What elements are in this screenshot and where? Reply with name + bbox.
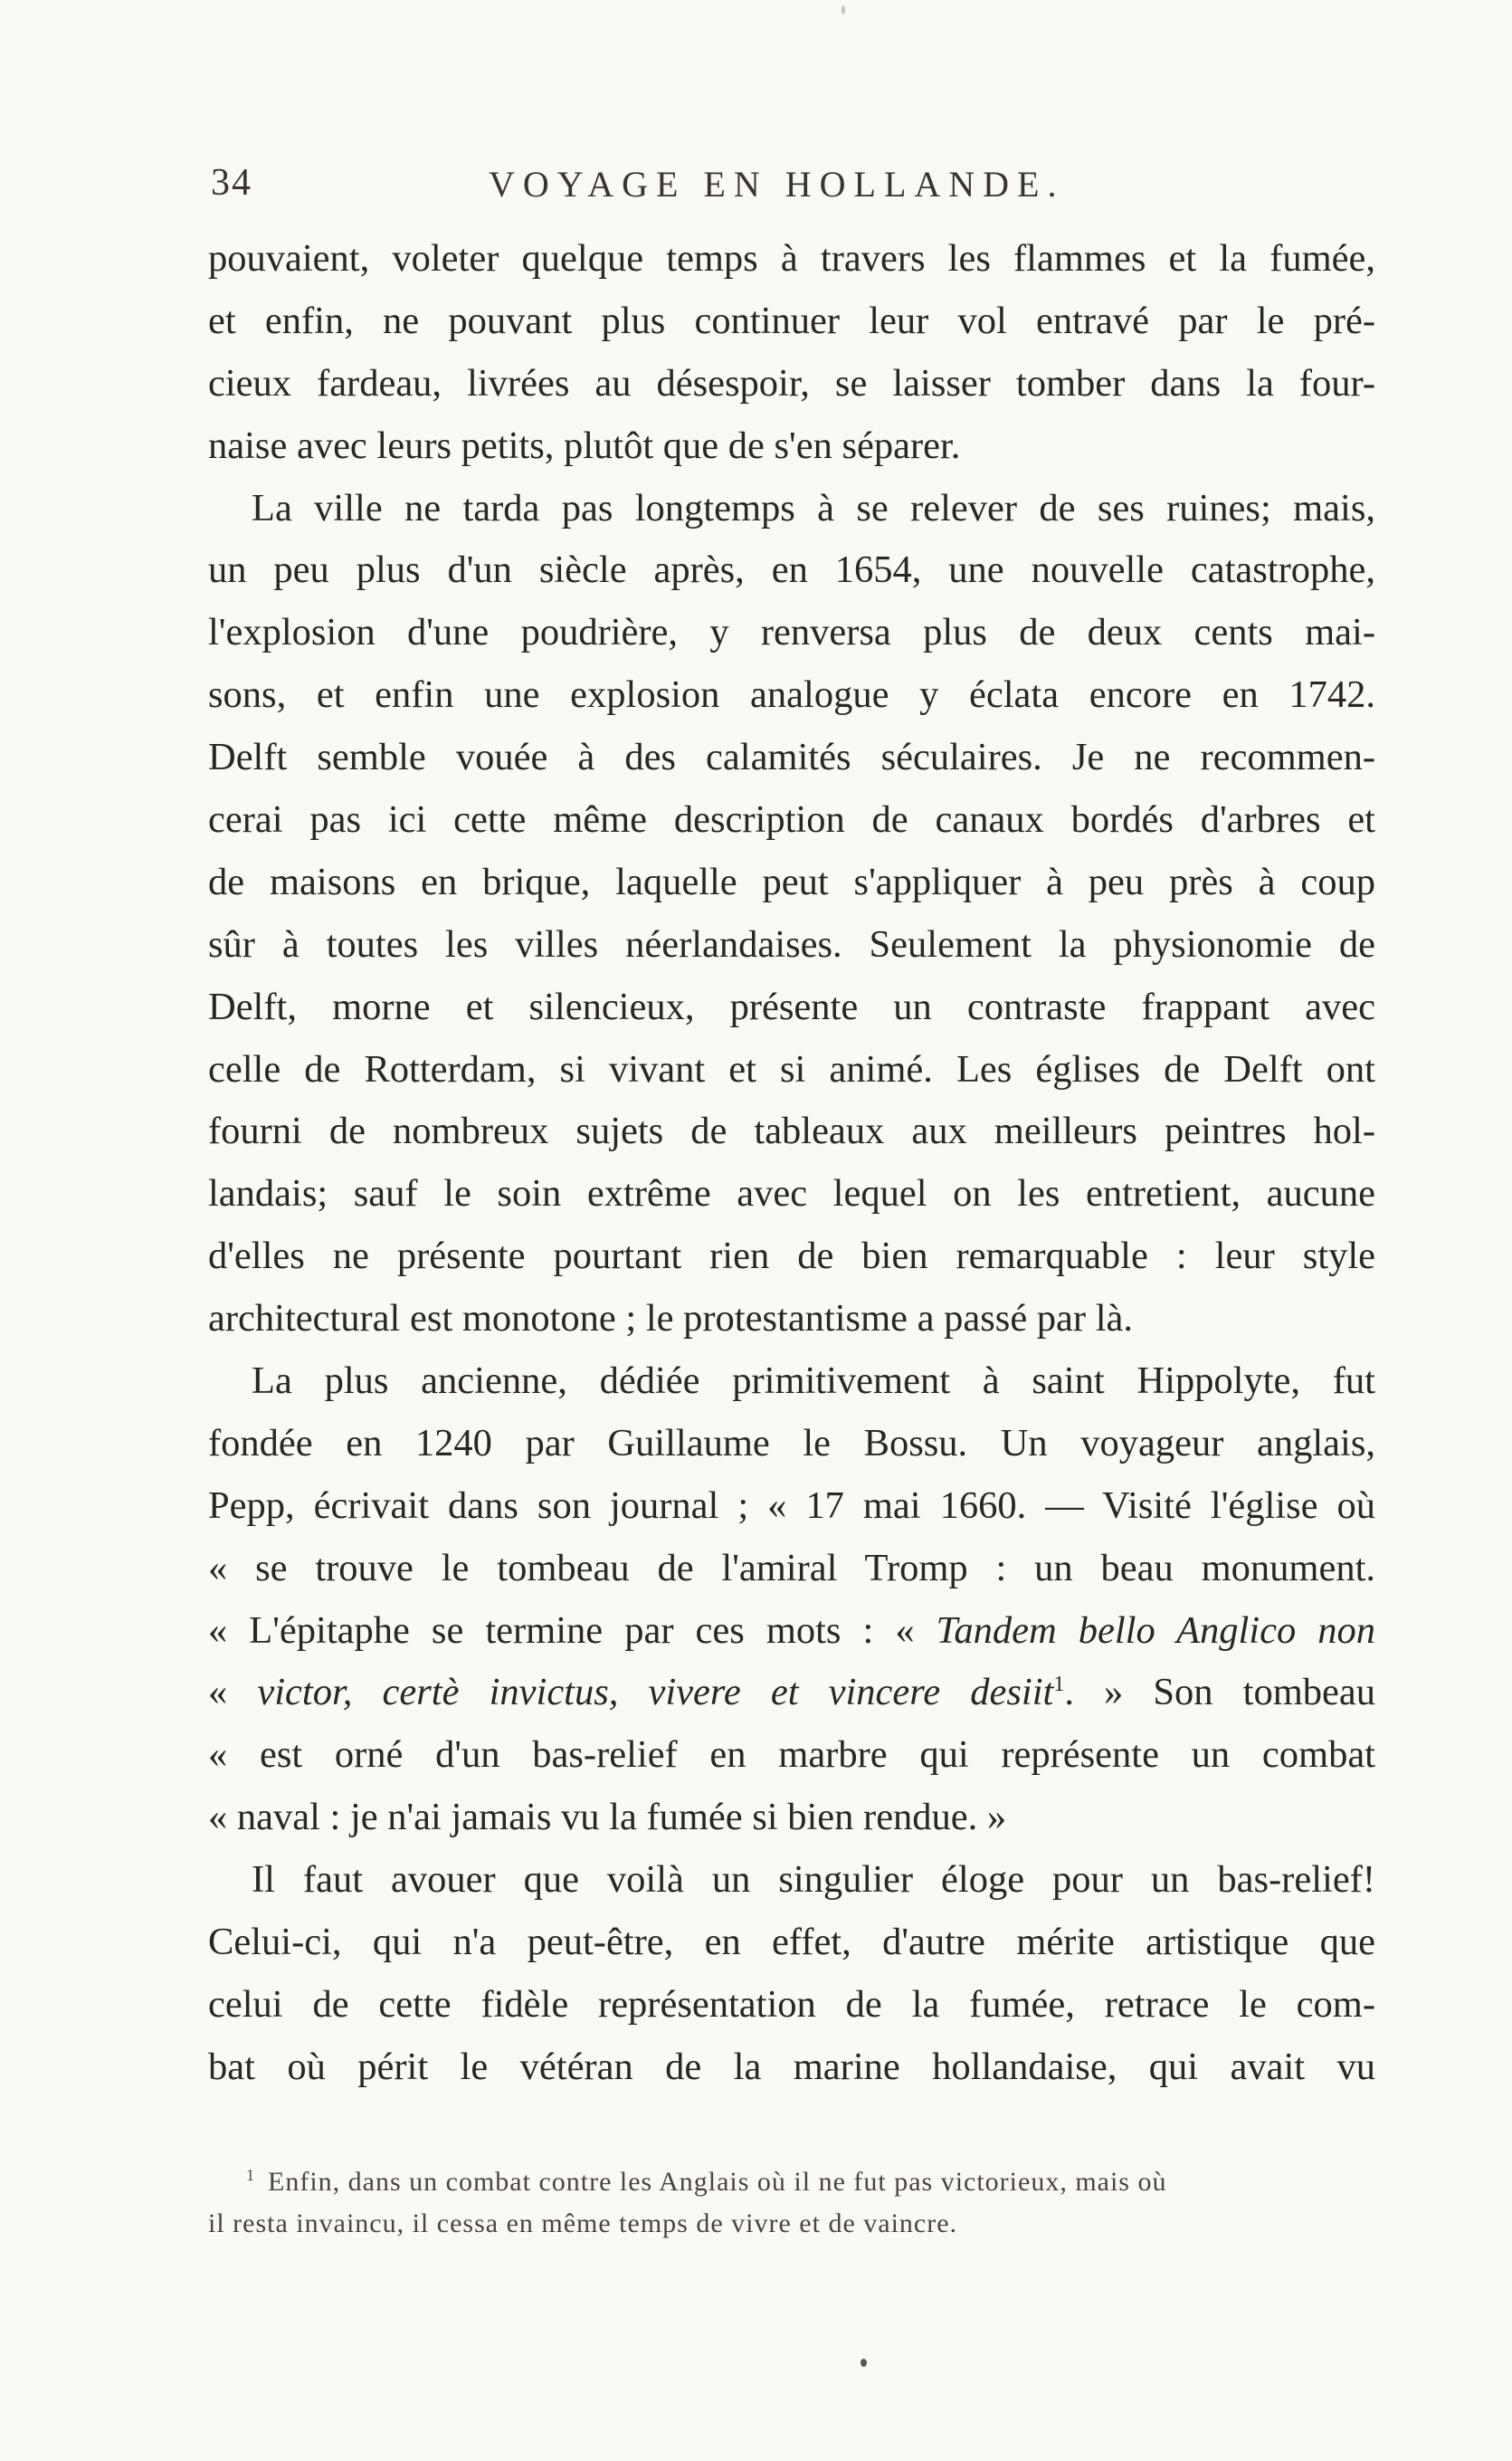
text-line: sons, et enfin une explosion analogue y éclata encore en 1742.	[208, 673, 1375, 717]
text-line: cieux fardeau, livrées au désespoir, se laisser tomber dans la four-	[208, 361, 1375, 405]
page-number: 34	[211, 162, 252, 204]
ink-speck-bottom	[861, 2359, 867, 2367]
latin-epitaph-part2: victor, certè invictus, vivere et vincere desiit	[257, 1671, 1054, 1714]
footnote-line: il resta invaincu, il cessa en même temps de vivre et de vaincre.	[208, 2208, 958, 2238]
text-line: celle de Rotterdam, si vivant et si animé. Les églises de Delft ont	[208, 1047, 1375, 1091]
footnote-line	[208, 2161, 1375, 2203]
text-line: fondée en 1240 par Guillaume le Bossu. Un voyageur anglais,	[208, 1421, 1375, 1464]
text-line: de maisons en brique, laquelle peut s'appliquer à peu près à coup	[208, 860, 1375, 903]
footnote-reference[interactable]: 1	[1053, 1673, 1065, 1697]
text-line: Pepp, écrivait dans son journal ; « 17 mai 1660. — Visité l'église où	[208, 1483, 1375, 1527]
text-line: architectural est monotone ; le protestantisme a passé par là.	[208, 1297, 1133, 1340]
footnote	[208, 2161, 1375, 2245]
text-line: La plus ancienne, dédiée primitivement à saint Hippolyte, fut	[252, 1359, 1375, 1403]
text-line: et enfin, ne pouvant plus continuer leur vol entravé par le pré-	[208, 299, 1375, 342]
text-line: cerai pas ici cette même description de canaux bordés d'arbres et	[208, 798, 1375, 842]
body-text	[208, 228, 1375, 2099]
text-line: Delft semble vouée à des calamités séculaires. Je ne recommen-	[208, 736, 1375, 779]
text-line-epitaph	[208, 1600, 1375, 1663]
text-line: landais; sauf le soin extrême avec lequel on les entretient, aucune	[208, 1172, 1375, 1216]
text-line: Il faut avouer que voilà un singulier éloge pour un bas-relief!	[252, 1858, 1375, 1902]
quote-mark: «	[208, 1671, 258, 1714]
text-line: Celui-ci, qui n'a peut-être, en effet, d'autre mérite artistique que	[208, 1921, 1375, 1964]
text-line: l'explosion d'une poudrière, y renversa plus de deux cents mai-	[208, 611, 1375, 654]
ink-speck-top	[842, 5, 845, 14]
text-line: bat où périt le vétéran de la marine hollandaise, qui avait vu	[208, 2045, 1375, 2088]
latin-epitaph-part1: Tandem bello Anglico non	[936, 1608, 1375, 1652]
text-line: « naval : je n'ai jamais vu la fumée si bien rendue. »	[208, 1796, 1007, 1839]
text-line: d'elles ne présente pourtant rien de bien remarquable : leur style	[208, 1235, 1375, 1278]
text-line-epitaph	[208, 1662, 1375, 1724]
footnote-text-1: Enfin, dans un combat contre les Anglais où il ne fut pas victorieux, mais où	[268, 2167, 1167, 2197]
text-line: naise avec leurs petits, plutôt que de s'en séparer.	[208, 424, 961, 467]
footnote-marker: 1	[246, 2166, 255, 2184]
text-line: un peu plus d'un siècle après, en 1654, une nouvelle catastrophe,	[208, 548, 1375, 592]
text-line: « se trouve le tombeau de l'amiral Tromp : un beau monument.	[208, 1546, 1375, 1589]
text-line: sûr à toutes les villes néerlandaises. Seulement la physionomie de	[208, 922, 1375, 966]
page-header	[0, 161, 1512, 215]
text-line: Delft, morne et silencieux, présente un contraste frappant avec	[208, 985, 1375, 1028]
text-line: fourni de nombreux sujets de tableaux aux meilleurs peintres hol-	[208, 1110, 1375, 1153]
epitaph-intro: « L'épitaphe se termine par ces mots : «	[208, 1608, 937, 1652]
running-title: VOYAGE EN HOLLANDE.	[489, 164, 1065, 205]
text-line: La ville ne tarda pas longtemps à se relever de ses ruines; mais,	[252, 486, 1375, 529]
text-line: celui de cette fidèle représentation de la fumée, retrace le com-	[208, 1982, 1375, 2026]
text-line: « est orné d'un bas-relief en marbre qui représente un combat	[208, 1733, 1375, 1777]
epitaph-outro: . » Son tombeau	[1064, 1671, 1376, 1714]
text-line: pouvaient, voleter quelque temps à travers les flammes et la fumée,	[208, 237, 1375, 280]
